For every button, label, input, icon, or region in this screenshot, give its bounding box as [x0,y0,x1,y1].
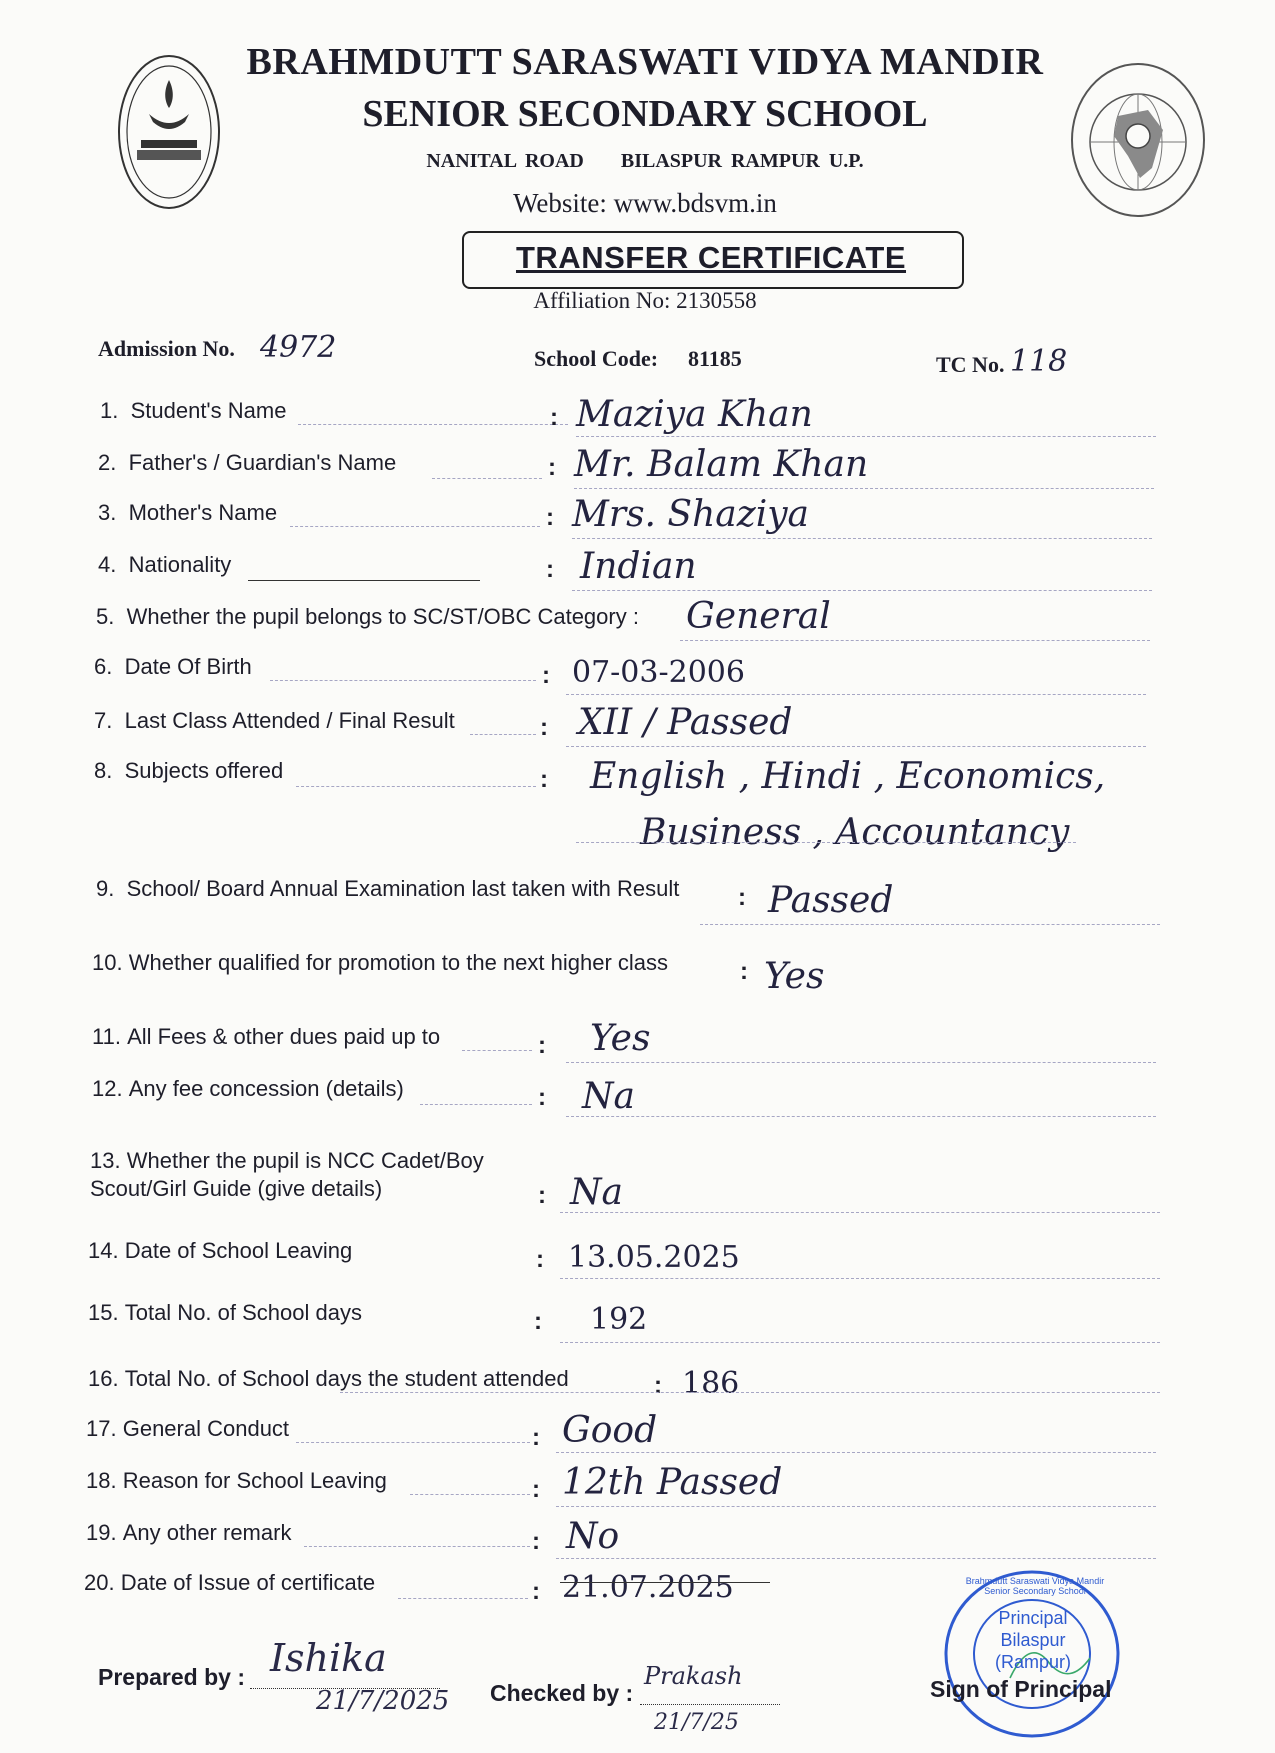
colon: : [740,958,748,985]
field-7-label: 7. Last Class Attended / Final Result [94,708,455,733]
colon: : [538,1032,546,1059]
stamp-ring-text: Brahmdutt Saraswati Vidya Mandir Senior Secondary School [965,1576,1105,1596]
field-19-label: 19. Any other remark [86,1520,292,1545]
school-website: Website: www.bdsvm.in [513,188,777,218]
field-3-value: Mrs. Shaziya [572,494,810,535]
field-18-value: 12th Passed [562,1462,783,1503]
field-12-label: 12. Any fee concession (details) [92,1076,404,1101]
admission-label: Admission No. [98,336,235,361]
prepared-by-signature: Ishika [270,1636,387,1680]
field-19-dots [304,1546,530,1547]
address-road: NANITAL ROAD [426,150,584,172]
field-1-value-dots [576,436,1156,437]
field-14-value-dots [560,1278,1160,1279]
field-17-value-dots [556,1452,1156,1453]
field-1-label: 1. Student's Name [100,398,287,423]
colon: : [542,662,550,689]
colon: : [654,1372,662,1399]
field-17-value: Good [562,1410,658,1451]
field-12-value: Na [582,1076,635,1117]
field-8-dots [296,786,536,787]
field-2-dots [432,478,542,479]
field-8-value-line2: Business , Accountancy [640,812,1070,853]
colon: : [532,1424,540,1451]
document-title: TRANSFER CERTIFICATE [515,240,907,275]
affiliation-number: Affiliation No: 2130558 [533,288,757,313]
field-16-value: 186 [682,1366,740,1401]
colon: : [548,454,556,481]
field-13-value: Na [570,1172,623,1213]
prepared-by-date: 21/7/2025 [316,1686,450,1716]
checked-by-label: Checked by : [490,1680,634,1706]
field-18-dots [410,1494,530,1495]
colon: : [738,884,746,911]
field-19-value-dots [556,1558,1156,1559]
school-code-label: School Code: [534,346,659,371]
field-18-value-dots [556,1506,1156,1507]
field-3-value-dots [572,538,1152,539]
field-11-dots [462,1050,532,1051]
address-city: BILASPUR RAMPUR U.P. [620,150,864,172]
school-address [150,150,1140,173]
field-13-label: 13. Whether the pupil is NCC Cadet/Boy [90,1148,484,1173]
field-1-value: Maziya Khan [576,394,813,435]
colon: : [546,556,554,583]
field-16-label: 16. Total No. of School days the student attended [88,1366,569,1391]
field-6-value: 07-03-2006 [572,655,745,690]
field-10-value: Yes [764,956,825,997]
field-5-label: 5. Whether the pupil belongs to SC/ST/OBC Category : [96,604,639,629]
colon: : [540,714,548,741]
field-7-dots [470,734,536,735]
field-17-dots [296,1442,530,1443]
field-15-value-dots [560,1342,1160,1343]
colon: : [538,1084,546,1111]
field-9-value-dots [700,924,1160,925]
colon: : [534,1308,542,1335]
school-name-line2: SENIOR SECONDARY SCHOOL [362,93,928,135]
checked-by-signature: Prakash [644,1662,743,1690]
checked-by-line [640,1704,780,1705]
field-20-value-stroke [560,1582,770,1583]
field-20-label: 20. Date of Issue of certificate [84,1570,376,1595]
field-14-value: 13.05.2025 [568,1240,740,1275]
colon: : [532,1578,540,1605]
field-16-value-dots [340,1392,1160,1393]
field-3-label: 3. Mother's Name [98,500,278,525]
field-8-label: 8. Subjects offered [94,758,284,783]
colon: : [550,404,558,431]
field-13-value-dots [560,1212,1160,1213]
field-9-label: 9. School/ Board Annual Examination last taken with Result [96,876,680,901]
colon: : [536,1246,544,1273]
field-14-label: 14. Date of School Leaving [88,1238,353,1263]
colon: : [532,1528,540,1555]
field-20-dots [398,1598,528,1599]
colon: : [532,1476,540,1503]
tc-value: 118 [1010,344,1068,379]
field-4-underline [248,580,480,581]
field-4-value-dots [572,590,1152,591]
field-9-value: Passed [768,880,894,921]
field-11-value: Yes [590,1018,651,1059]
field-15-label: 15. Total No. of School days [88,1300,362,1325]
field-5-value-dots [680,640,1150,641]
field-13-label-line2: Scout/Girl Guide (give details) [90,1176,383,1201]
field-15-value: 192 [590,1302,648,1337]
field-11-value-dots [566,1062,1156,1063]
field-8-value-dots [576,842,1076,843]
field-10-label: 10. Whether qualified for promotion to the next higher class [92,950,669,975]
colon: : [546,504,554,531]
field-1-dots [298,424,568,425]
field-7-value-dots [566,746,1146,747]
field-5-value: General [686,596,831,637]
field-18-label: 18. Reason for School Leaving [86,1468,387,1493]
field-20-value: 21.07.2025 [562,1570,734,1605]
field-11-label: 11. All Fees & other dues paid up to [92,1024,441,1049]
checked-by-date: 21/7/25 [654,1710,739,1735]
field-8-value-line1: English , Hindi , Economics, [590,756,1106,797]
school-name-line1: BRAHMDUTT SARASWATI VIDYA MANDIR [246,41,1044,83]
principal-sign-label: Sign of Principal [930,1676,1112,1702]
field-12-dots [420,1104,532,1105]
field-2-label: 2. Father's / Guardian's Name [98,450,397,475]
field-2-value: Mr. Balam Khan [574,444,869,485]
colon: : [538,1182,546,1209]
field-7-value: XII / Passed [578,702,793,743]
field-3-dots [290,526,540,527]
stamp-line1: Principal [998,1608,1068,1628]
colon: : [540,766,548,793]
field-6-value-dots [566,694,1146,695]
field-19-value: No [566,1516,620,1557]
field-12-value-dots [566,1116,1156,1117]
field-4-label: 4. Nationality [98,552,232,577]
field-4-value: Indian [580,546,697,587]
field-2-value-dots [574,488,1154,489]
field-6-dots [270,680,536,681]
school-code-value: 81185 [688,346,742,371]
field-17-label: 17. General Conduct [86,1416,290,1441]
prepared-by-label: Prepared by : [98,1664,245,1690]
stamp-line3: (Rampur) [994,1652,1071,1672]
stamp-line2: Bilaspur [1000,1630,1066,1650]
field-6-label: 6. Date Of Birth [94,654,252,679]
admission-value: 4972 [260,330,337,365]
tc-label: TC No. [936,352,1005,377]
